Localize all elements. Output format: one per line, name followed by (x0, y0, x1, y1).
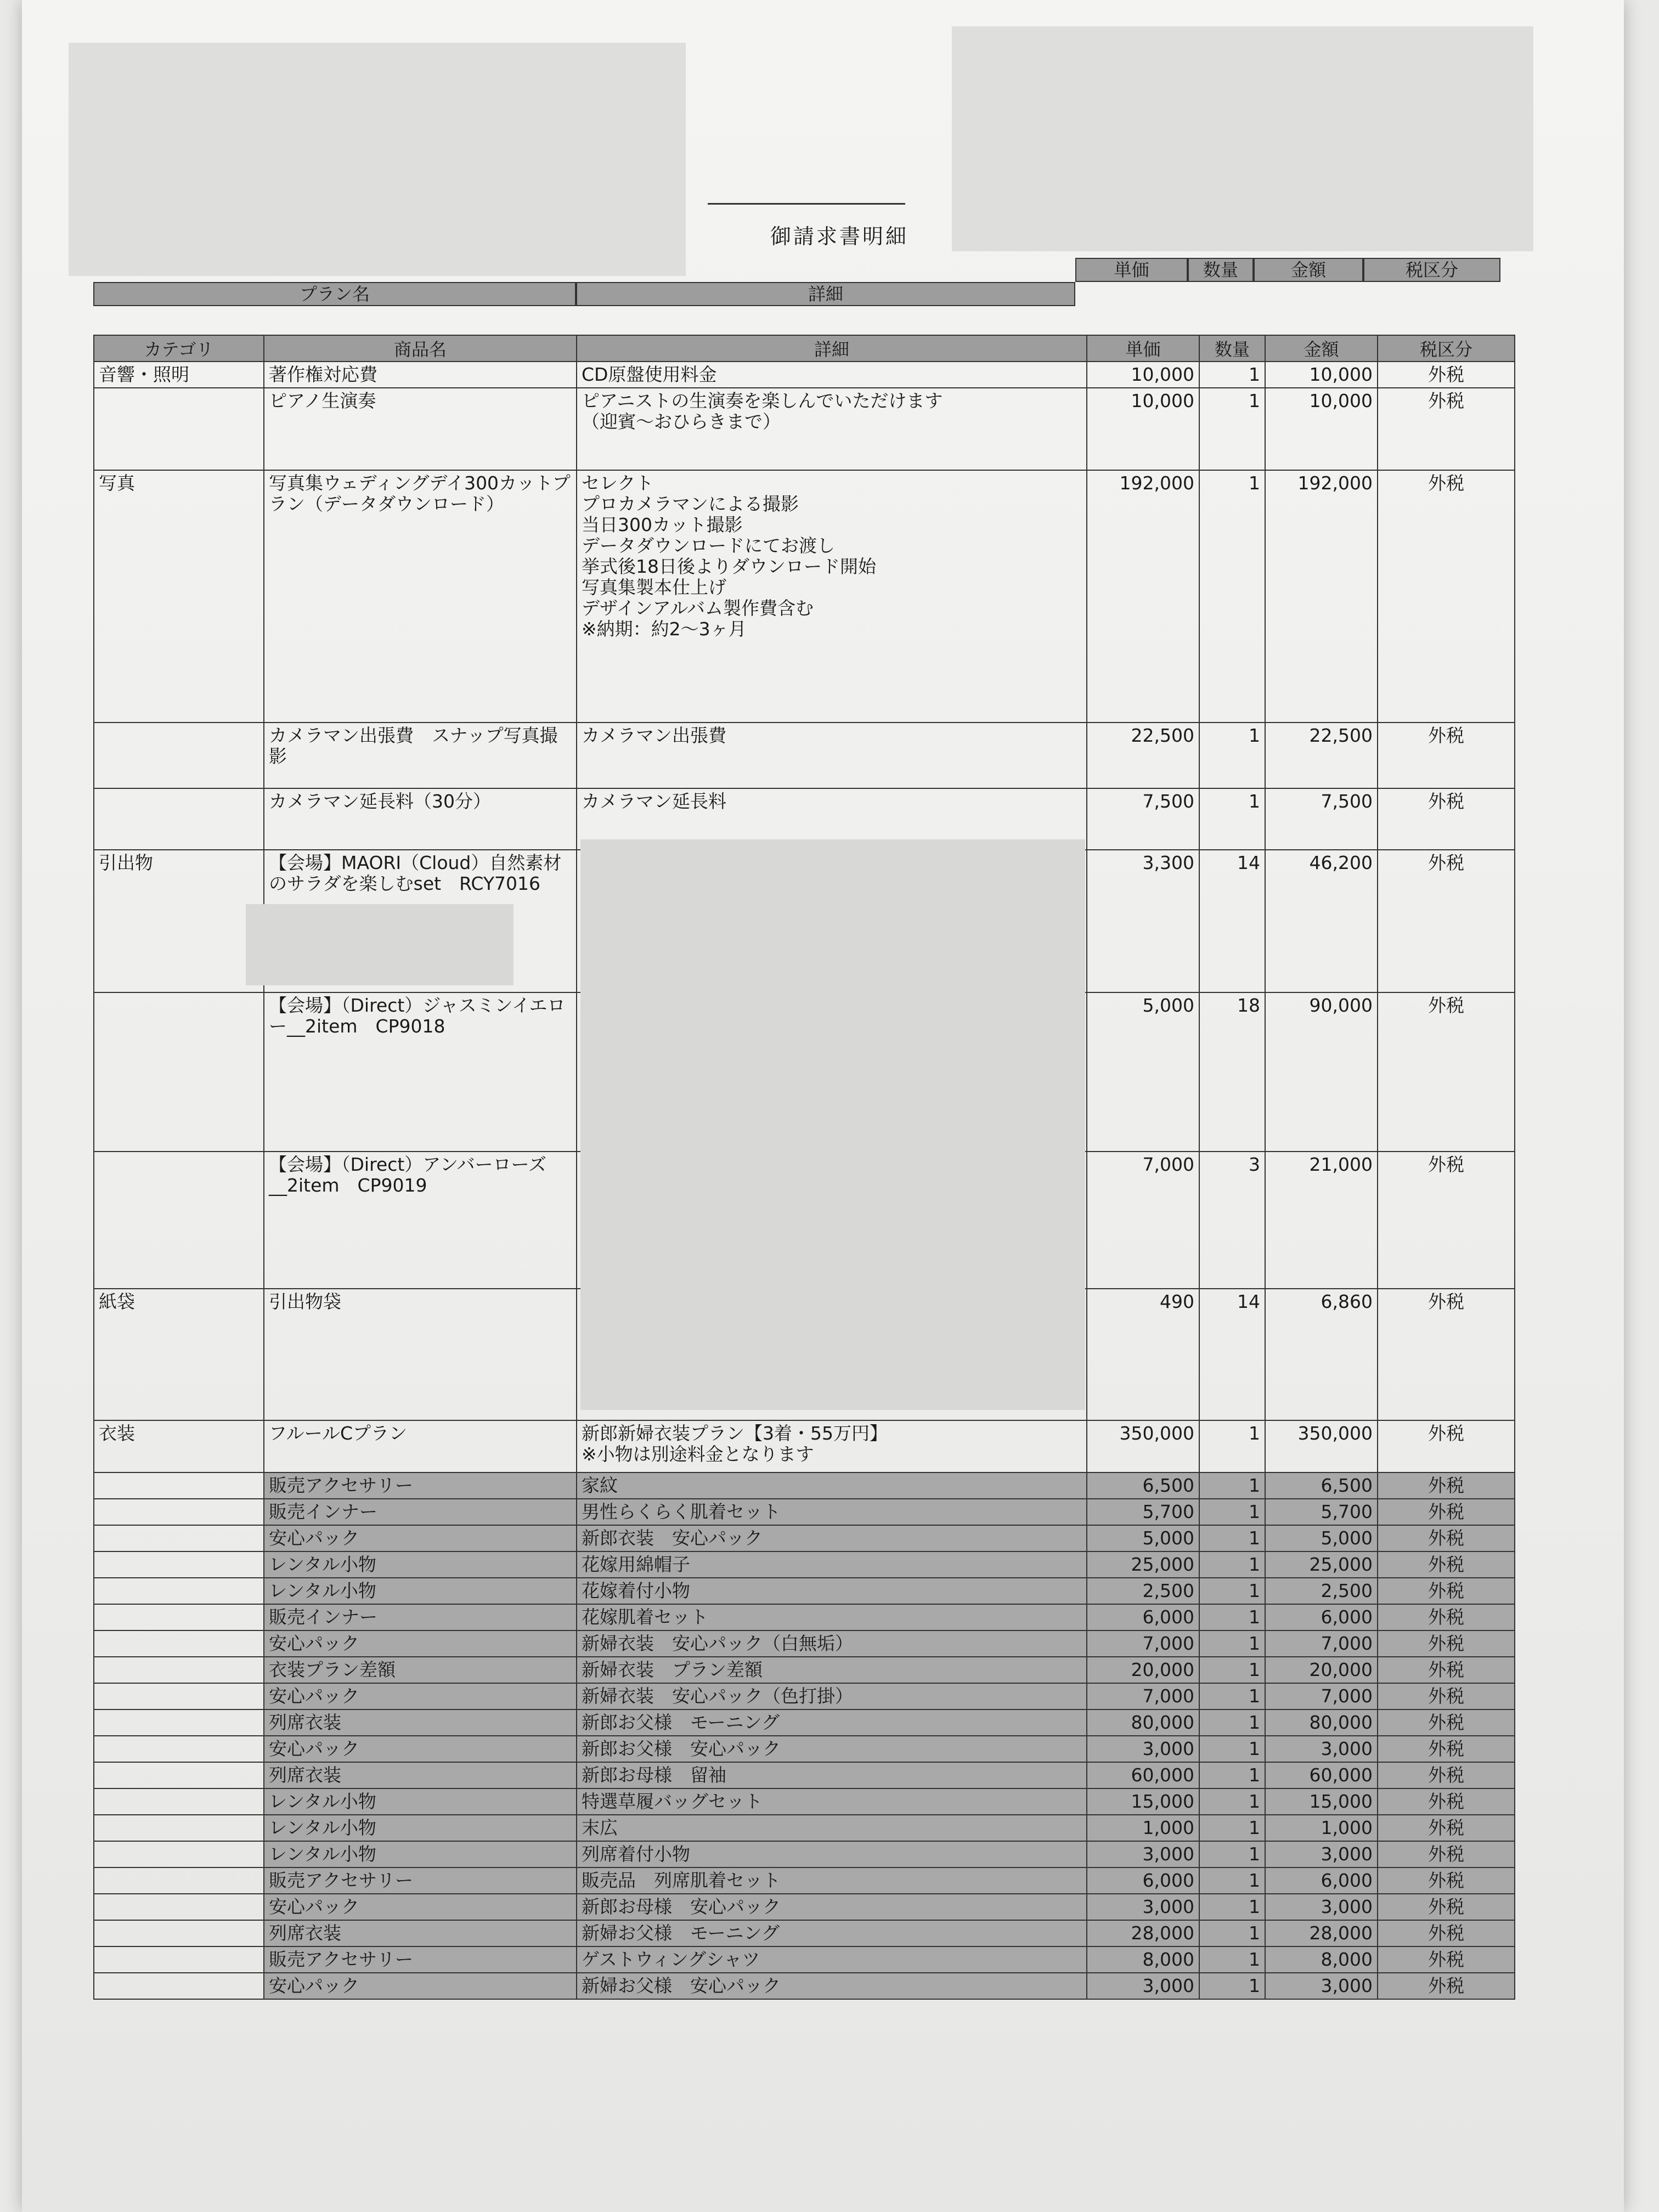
product-cell: 【会場】（Direct）アンバーローズ__2item CP9019 (264, 1152, 577, 1289)
plan-header-plan-name: プラン名 (93, 282, 576, 306)
product-cell: 【会場】MAORI（Cloud）自然素材のサラダを楽しむset RCY7016 (264, 850, 577, 992)
product-cell: 販売アクセサリー (264, 1472, 577, 1499)
category-cell (94, 1815, 264, 1841)
redacted-block-right (952, 26, 1533, 251)
table-row (94, 1762, 1515, 1788)
quantity-cell: 1 (1199, 1867, 1265, 1894)
amount-cell: 90,000 (1265, 992, 1378, 1152)
tax-type-cell: 外税 (1378, 362, 1515, 388)
category-cell (94, 1762, 264, 1788)
product-cell: 列席衣装 (264, 1762, 577, 1788)
amount-cell: 3,000 (1265, 1736, 1378, 1762)
detail-cell: 特選草履バッグセット (577, 1788, 1087, 1815)
detail-cell: 家紋 (577, 1472, 1087, 1499)
tax-type-cell: 外税 (1378, 1551, 1515, 1578)
amount-cell: 20,000 (1265, 1657, 1378, 1683)
detail-cell: 新婦お父様 モーニング (577, 1920, 1087, 1946)
unit-price-cell: 6,000 (1087, 1867, 1199, 1894)
unit-price-cell: 7,000 (1087, 1152, 1199, 1289)
product-cell: レンタル小物 (264, 1815, 577, 1841)
amount-cell: 80,000 (1265, 1709, 1378, 1736)
table-row (94, 1946, 1515, 1973)
unit-price-cell: 7,500 (1087, 788, 1199, 850)
tax-type-cell: 外税 (1378, 1630, 1515, 1657)
tax-type-cell: 外税 (1378, 788, 1515, 850)
table-row (94, 1841, 1515, 1867)
table-row (94, 362, 1515, 388)
table-row (94, 1894, 1515, 1920)
tax-type-cell: 外税 (1378, 1152, 1515, 1289)
detail-cell: 列席着付小物 (577, 1841, 1087, 1867)
detail-cell: 新郎お父様 モーニング (577, 1709, 1087, 1736)
product-cell: レンタル小物 (264, 1788, 577, 1815)
plan-header-amount: 金額 (1254, 258, 1363, 282)
quantity-cell: 1 (1199, 1420, 1265, 1472)
category-cell (94, 1525, 264, 1551)
table-row (94, 1736, 1515, 1762)
product-cell: 衣装プラン差額 (264, 1657, 577, 1683)
unit-price-cell: 22,500 (1087, 723, 1199, 788)
table-row (94, 1709, 1515, 1736)
quantity-cell: 1 (1199, 1709, 1265, 1736)
unit-price-cell: 5,000 (1087, 1525, 1199, 1551)
unit-price-cell: 3,000 (1087, 1973, 1199, 1999)
tax-type-cell: 外税 (1378, 1841, 1515, 1867)
category-cell (94, 1709, 264, 1736)
category-cell (94, 723, 264, 788)
category-cell: 音響・照明 (94, 362, 264, 388)
plan-header-quantity: 数量 (1188, 258, 1254, 282)
column-quantity: 数量 (1199, 335, 1265, 362)
detail-cell: 花嫁着付小物 (577, 1578, 1087, 1604)
unit-price-cell: 10,000 (1087, 388, 1199, 470)
tax-type-cell: 外税 (1378, 1709, 1515, 1736)
detail-cell: 新婦衣装 安心パック（色打掛） (577, 1683, 1087, 1709)
tax-type-cell: 外税 (1378, 1815, 1515, 1841)
quantity-cell: 1 (1199, 1630, 1265, 1657)
column-unit-price: 単価 (1087, 335, 1199, 362)
product-cell: 写真集ウェディングデイ300カットプラン（データダウンロード） (264, 470, 577, 723)
product-cell: 安心パック (264, 1630, 577, 1657)
quantity-cell: 1 (1199, 788, 1265, 850)
category-cell (94, 1736, 264, 1762)
detail-cell: 新郎衣装 安心パック (577, 1525, 1087, 1551)
detail-cell: 新郎お母様 安心パック (577, 1894, 1087, 1920)
product-cell: 安心パック (264, 1973, 577, 1999)
amount-cell: 22,500 (1265, 723, 1378, 788)
column-category: カテゴリ (94, 335, 264, 362)
detail-cell: カメラマン出張費 (577, 723, 1087, 788)
amount-cell: 3,000 (1265, 1841, 1378, 1867)
amount-cell: 60,000 (1265, 1762, 1378, 1788)
product-cell: 販売インナー (264, 1499, 577, 1525)
amount-cell: 15,000 (1265, 1788, 1378, 1815)
category-cell (94, 1499, 264, 1525)
category-cell: 紙袋 (94, 1289, 264, 1420)
plan-header-tax: 税区分 (1363, 258, 1500, 282)
unit-price-cell: 3,300 (1087, 850, 1199, 992)
tax-type-cell: 外税 (1378, 1920, 1515, 1946)
unit-price-cell: 192,000 (1087, 470, 1199, 723)
quantity-cell: 14 (1199, 850, 1265, 992)
unit-price-cell: 3,000 (1087, 1736, 1199, 1762)
quantity-cell: 1 (1199, 388, 1265, 470)
product-cell: レンタル小物 (264, 1841, 577, 1867)
quantity-cell: 1 (1199, 1815, 1265, 1841)
quantity-cell: 1 (1199, 1525, 1265, 1551)
unit-price-cell: 8,000 (1087, 1946, 1199, 1973)
category-cell: 引出物 (94, 850, 264, 992)
amount-cell: 3,000 (1265, 1894, 1378, 1920)
amount-cell: 10,000 (1265, 362, 1378, 388)
quantity-cell: 1 (1199, 1578, 1265, 1604)
quantity-cell: 3 (1199, 1152, 1265, 1289)
table-row (94, 1683, 1515, 1709)
amount-cell: 350,000 (1265, 1420, 1378, 1472)
amount-cell: 25,000 (1265, 1551, 1378, 1578)
plan-header-detail: 詳細 (576, 282, 1075, 306)
quantity-cell: 1 (1199, 1736, 1265, 1762)
unit-price-cell: 3,000 (1087, 1841, 1199, 1867)
quantity-cell: 1 (1199, 470, 1265, 723)
quantity-cell: 1 (1199, 1551, 1265, 1578)
unit-price-cell: 10,000 (1087, 362, 1199, 388)
amount-cell: 46,200 (1265, 850, 1378, 992)
category-cell (94, 788, 264, 850)
title-rule (708, 203, 905, 205)
unit-price-cell: 6,000 (1087, 1604, 1199, 1630)
category-cell (94, 388, 264, 470)
product-cell: 引出物袋 (264, 1289, 577, 1420)
detail-cell: CD原盤使用料金 (577, 362, 1087, 388)
table-header (94, 335, 1515, 362)
table-row (94, 1973, 1515, 1999)
quantity-cell: 1 (1199, 1762, 1265, 1788)
product-cell: 安心パック (264, 1525, 577, 1551)
amount-cell: 5,700 (1265, 1499, 1378, 1525)
tax-type-cell: 外税 (1378, 850, 1515, 992)
table-row (94, 1525, 1515, 1551)
table-row (94, 470, 1515, 723)
table-row (94, 723, 1515, 788)
quantity-cell: 18 (1199, 992, 1265, 1152)
product-cell: 販売アクセサリー (264, 1946, 577, 1973)
amount-cell: 192,000 (1265, 470, 1378, 723)
quantity-cell: 1 (1199, 1946, 1265, 1973)
tax-type-cell: 外税 (1378, 1657, 1515, 1683)
tax-type-cell: 外税 (1378, 1973, 1515, 1999)
tax-type-cell: 外税 (1378, 1736, 1515, 1762)
amount-cell: 28,000 (1265, 1920, 1378, 1946)
category-cell (94, 992, 264, 1152)
table-row (94, 1788, 1515, 1815)
category-cell (94, 1788, 264, 1815)
product-cell: 【会場】（Direct）ジャスミンイエロー__2item CP9018 (264, 992, 577, 1152)
unit-price-cell: 5,700 (1087, 1499, 1199, 1525)
table-row (94, 1578, 1515, 1604)
detail-cell: 新婦衣装 安心パック（白無垢） (577, 1630, 1087, 1657)
quantity-cell: 1 (1199, 1472, 1265, 1499)
tax-type-cell: 外税 (1378, 1683, 1515, 1709)
amount-cell: 10,000 (1265, 388, 1378, 470)
product-cell: 列席衣装 (264, 1920, 577, 1946)
page-title: 御請求書明細 (770, 224, 909, 249)
tax-type-cell: 外税 (1378, 1867, 1515, 1894)
amount-cell: 3,000 (1265, 1973, 1378, 1999)
category-cell (94, 1920, 264, 1946)
quantity-cell: 1 (1199, 1499, 1265, 1525)
unit-price-cell: 25,000 (1087, 1551, 1199, 1578)
amount-cell: 6,000 (1265, 1867, 1378, 1894)
quantity-cell: 1 (1199, 1683, 1265, 1709)
detail-cell: 末広 (577, 1815, 1087, 1841)
table-row (94, 1499, 1515, 1525)
table-row (94, 1815, 1515, 1841)
tax-type-cell: 外税 (1378, 723, 1515, 788)
tax-type-cell: 外税 (1378, 992, 1515, 1152)
detail-cell: カメラマン延長料 (577, 788, 1087, 850)
unit-price-cell: 60,000 (1087, 1762, 1199, 1788)
amount-cell: 21,000 (1265, 1152, 1378, 1289)
category-cell (94, 1867, 264, 1894)
quantity-cell: 1 (1199, 362, 1265, 388)
tax-type-cell: 外税 (1378, 388, 1515, 470)
detail-cell: 販売品 列席肌着セット (577, 1867, 1087, 1894)
detail-cell: 花嫁用綿帽子 (577, 1551, 1087, 1578)
tax-type-cell: 外税 (1378, 1578, 1515, 1604)
detail-cell: 新郎お母様 留袖 (577, 1762, 1087, 1788)
unit-price-cell: 3,000 (1087, 1894, 1199, 1920)
tax-type-cell: 外税 (1378, 1472, 1515, 1499)
tax-type-cell: 外税 (1378, 1604, 1515, 1630)
unit-price-cell: 28,000 (1087, 1920, 1199, 1946)
plan-header-top (1075, 258, 1500, 282)
redacted-product-note (246, 904, 514, 985)
product-cell: 安心パック (264, 1894, 577, 1920)
amount-cell: 8,000 (1265, 1946, 1378, 1973)
quantity-cell: 1 (1199, 1604, 1265, 1630)
unit-price-cell: 350,000 (1087, 1420, 1199, 1472)
tax-type-cell: 外税 (1378, 1525, 1515, 1551)
tax-type-cell: 外税 (1378, 1499, 1515, 1525)
table-row (94, 1420, 1515, 1472)
redacted-detail-block (580, 839, 1085, 1410)
amount-cell: 2,500 (1265, 1578, 1378, 1604)
tax-type-cell: 外税 (1378, 1788, 1515, 1815)
product-cell: 列席衣装 (264, 1709, 577, 1736)
amount-cell: 5,000 (1265, 1525, 1378, 1551)
amount-cell: 7,000 (1265, 1630, 1378, 1657)
detail-cell: ゲストウィングシャツ (577, 1946, 1087, 1973)
category-cell: 衣装 (94, 1420, 264, 1472)
tax-type-cell: 外税 (1378, 470, 1515, 723)
product-cell: ピアノ生演奏 (264, 388, 577, 470)
category-cell (94, 1946, 264, 1973)
table-row (94, 1867, 1515, 1894)
redacted-block-left (69, 43, 686, 276)
table-row (94, 1472, 1515, 1499)
plan-header (93, 282, 1075, 306)
product-cell: 安心パック (264, 1736, 577, 1762)
amount-cell: 6,860 (1265, 1289, 1378, 1420)
unit-price-cell: 1,000 (1087, 1815, 1199, 1841)
table-row (94, 1604, 1515, 1630)
product-cell: カメラマン出張費 スナップ写真撮影 (264, 723, 577, 788)
detail-cell: 新婦衣装 プラン差額 (577, 1657, 1087, 1683)
product-cell: 安心パック (264, 1683, 577, 1709)
tax-type-cell: 外税 (1378, 1289, 1515, 1420)
product-cell: カメラマン延長料（30分） (264, 788, 577, 850)
category-cell (94, 1630, 264, 1657)
unit-price-cell: 6,500 (1087, 1472, 1199, 1499)
detail-cell: ピアニストの生演奏を楽しんでいただけます （迎賓～おひらきまで） (577, 388, 1087, 470)
unit-price-cell: 7,000 (1087, 1630, 1199, 1657)
category-cell (94, 1973, 264, 1999)
detail-cell: 新郎お父様 安心パック (577, 1736, 1087, 1762)
amount-cell: 6,500 (1265, 1472, 1378, 1499)
column-product: 商品名 (264, 335, 577, 362)
detail-cell: 花嫁肌着セット (577, 1604, 1087, 1630)
category-cell (94, 1657, 264, 1683)
unit-price-cell: 2,500 (1087, 1578, 1199, 1604)
category-cell (94, 1152, 264, 1289)
unit-price-cell: 80,000 (1087, 1709, 1199, 1736)
category-cell (94, 1894, 264, 1920)
amount-cell: 1,000 (1265, 1815, 1378, 1841)
category-cell (94, 1551, 264, 1578)
amount-cell: 7,500 (1265, 788, 1378, 850)
column-tax-type: 税区分 (1378, 335, 1515, 362)
column-amount: 金額 (1265, 335, 1378, 362)
product-cell: 販売インナー (264, 1604, 577, 1630)
quantity-cell: 1 (1199, 1920, 1265, 1946)
quantity-cell: 1 (1199, 1841, 1265, 1867)
table-row (94, 1920, 1515, 1946)
quantity-cell: 1 (1199, 723, 1265, 788)
product-cell: フルールCプラン (264, 1420, 577, 1472)
detail-cell: 新婦お父様 安心パック (577, 1973, 1087, 1999)
tax-type-cell: 外税 (1378, 1946, 1515, 1973)
tax-type-cell: 外税 (1378, 1420, 1515, 1472)
unit-price-cell: 5,000 (1087, 992, 1199, 1152)
unit-price-cell: 7,000 (1087, 1683, 1199, 1709)
table-row (94, 1657, 1515, 1683)
amount-cell: 7,000 (1265, 1683, 1378, 1709)
tax-type-cell: 外税 (1378, 1894, 1515, 1920)
product-cell: レンタル小物 (264, 1578, 577, 1604)
category-cell: 写真 (94, 470, 264, 723)
product-cell: レンタル小物 (264, 1551, 577, 1578)
unit-price-cell: 20,000 (1087, 1657, 1199, 1683)
category-cell (94, 1578, 264, 1604)
category-cell (94, 1604, 264, 1630)
product-cell: 著作権対応費 (264, 362, 577, 388)
column-detail: 詳細 (577, 335, 1087, 362)
detail-cell: セレクト プロカメラマンによる撮影 当日300カット撮影 データダウンロードにてお渡し 挙式後18日後よりダウンロード開始 写真集製本仕上げ デザインアルバム製作費含む ※納期：約2～3ヶ月 (577, 470, 1087, 723)
category-cell (94, 1683, 264, 1709)
table-row (94, 1630, 1515, 1657)
amount-cell: 6,000 (1265, 1604, 1378, 1630)
quantity-cell: 14 (1199, 1289, 1265, 1420)
product-cell: 販売アクセサリー (264, 1867, 577, 1894)
table-row (94, 1551, 1515, 1578)
unit-price-cell: 490 (1087, 1289, 1199, 1420)
tax-type-cell: 外税 (1378, 1762, 1515, 1788)
plan-header-unit-price: 単価 (1075, 258, 1188, 282)
category-cell (94, 1841, 264, 1867)
quantity-cell: 1 (1199, 1657, 1265, 1683)
quantity-cell: 1 (1199, 1973, 1265, 1999)
detail-cell: 新郎新婦衣装プラン【3着・55万円】 ※小物は別途料金となります (577, 1420, 1087, 1472)
table-row (94, 388, 1515, 470)
quantity-cell: 1 (1199, 1788, 1265, 1815)
detail-cell: 男性らくらく肌着セット (577, 1499, 1087, 1525)
unit-price-cell: 15,000 (1087, 1788, 1199, 1815)
category-cell (94, 1472, 264, 1499)
quantity-cell: 1 (1199, 1894, 1265, 1920)
